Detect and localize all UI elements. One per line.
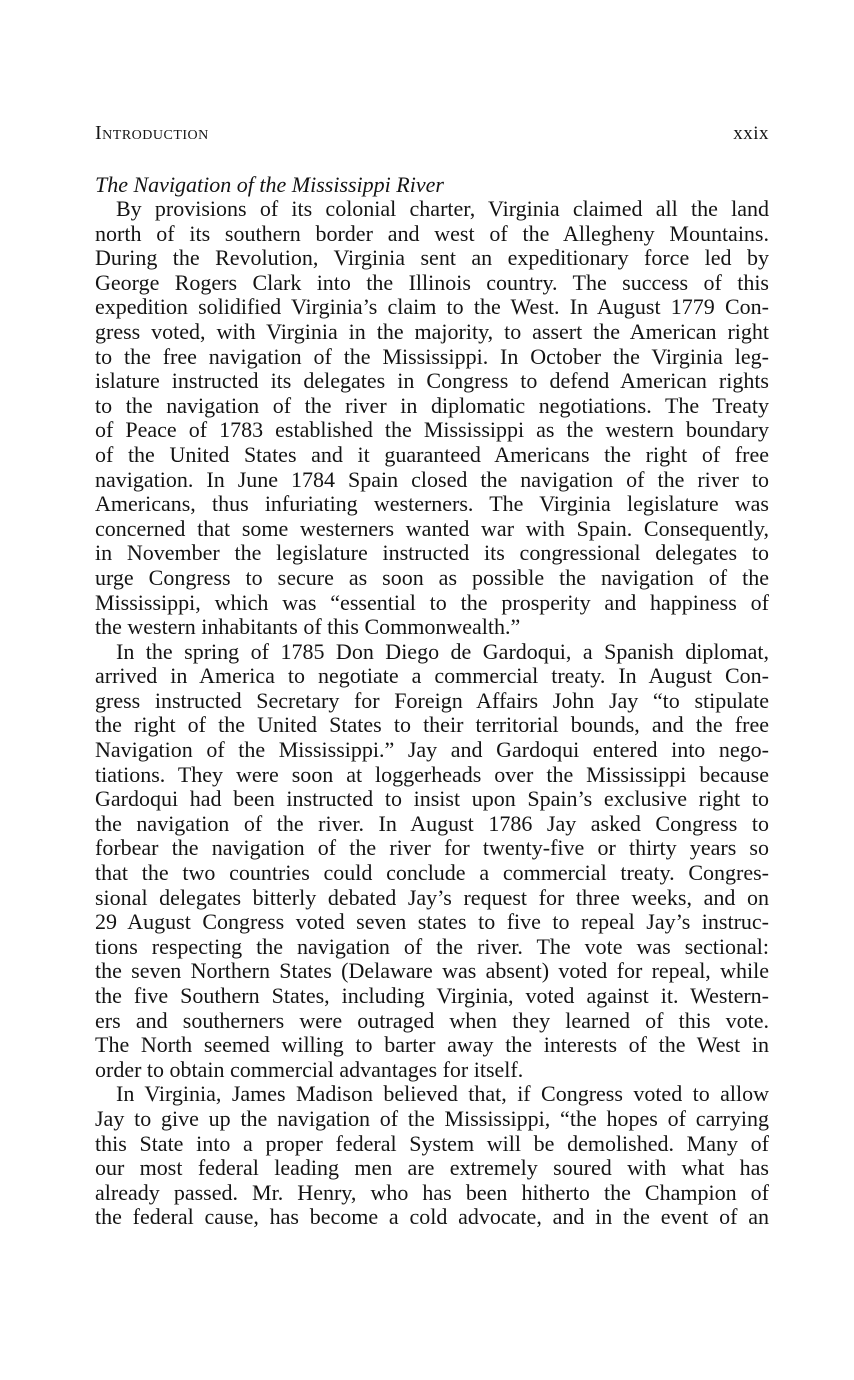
text-line: tions respecting the navigation of the river. The vote was sectional: — [95, 934, 769, 959]
text-line: north of its southern border and west of the Allegheny Mountains. — [95, 221, 769, 246]
text-line: gress voted, with Virginia in the majority, to assert the American right — [95, 319, 769, 344]
section-heading: The Navigation of the Mississippi River — [95, 172, 444, 197]
text-line: 29 August Congress voted seven states to five to repeal Jay’s instruc- — [95, 910, 769, 935]
text-line: of Peace of 1783 established the Mississippi as the western boundary — [95, 418, 769, 443]
body-text — [95, 172, 769, 1230]
text-line: arrived in America to negotiate a commercial treaty. In August Con- — [95, 664, 769, 689]
paragraph — [95, 640, 769, 1083]
text-line: of the United States and it guaranteed Americans the right of free — [95, 442, 769, 467]
text-line: Navigation of the Mississippi.” Jay and Gardoqui entered into nego- — [95, 738, 769, 763]
text-line: By provisions of its colonial charter, Virginia claimed all the land — [116, 197, 769, 221]
text-line: Jay to give up the navigation of the Mississippi, “the hopes of carrying — [95, 1106, 769, 1131]
text-line: islature instructed its delegates in Congress to defend American rights — [95, 369, 769, 394]
text-line: In the spring of 1785 Don Diego de Gardoqui, a Spanish diplomat, — [116, 639, 769, 664]
page-number: xxix — [733, 123, 769, 144]
paragraph — [95, 197, 769, 640]
text-line: order to obtain commercial advantages for itself. — [95, 1057, 524, 1082]
text-line: the right of the United States to their territorial bounds, and the free — [95, 713, 769, 738]
text-line: urge Congress to secure as soon as possible the navigation of the — [95, 565, 769, 590]
text-line: the five Southern States, including Virginia, voted against it. Western- — [95, 984, 769, 1008]
text-line: the western inhabitants of this Commonwealth.” — [95, 615, 521, 640]
text-line: In Virginia, James Madison believed that, if Congress voted to allow — [116, 1082, 769, 1107]
text-line: During the Revolution, Virginia sent an expeditionary force led by — [95, 246, 769, 271]
text-line: Mississippi, which was “essential to the prosperity and happiness of — [95, 590, 769, 615]
text-line: forbear the navigation of the river for twenty-five or thirty years so — [95, 836, 769, 861]
text-line: ers and southerners were outraged when they learned of this vote. — [95, 1008, 769, 1033]
text-line: The North seemed willing to barter away the interests of the West in — [95, 1033, 769, 1058]
text-line: Gardoqui had been instructed to insist upon Spain’s exclusive right to — [95, 787, 769, 812]
text-line: that the two countries could conclude a commercial treaty. Congres- — [95, 861, 769, 886]
running-head — [95, 122, 769, 145]
text-line: navigation. In June 1784 Spain closed the navigation of the river to — [95, 467, 769, 492]
text-line: tiations. They were soon at loggerheads over the Mississippi because — [95, 762, 769, 787]
text-line: George Rogers Clark into the Illinois country. The success of this — [95, 270, 769, 295]
text-line: the navigation of the river. In August 1786 Jay asked Congress to — [95, 811, 769, 836]
paragraph — [95, 1082, 769, 1230]
text-line: our most federal leading men are extremely soured with what has — [95, 1156, 769, 1181]
text-line: to the free navigation of the Mississippi. In October the Virginia leg- — [95, 344, 769, 369]
paragraphs — [95, 197, 769, 1230]
text-line: Americans, thus infuriating westerners. The Virginia legislature was — [95, 492, 769, 517]
text-line: the federal cause, has become a cold advocate, and in the event of an — [95, 1205, 769, 1230]
text-line: expedition solidified Virginia’s claim to the West. In August 1779 Con- — [95, 295, 769, 320]
text-line: the seven Northern States (Delaware was absent) voted for repeal, while — [95, 959, 769, 984]
text-line: this State into a proper federal System will be demolished. Many of — [95, 1131, 769, 1156]
text-line: to the navigation of the river in diplomatic negotiations. The Treaty — [95, 393, 769, 418]
text-line: gress instructed Secretary for Foreign Affairs John Jay “to stipulate — [95, 688, 769, 713]
text-line: already passed. Mr. Henry, who has been hitherto the Champion of — [95, 1180, 769, 1205]
text-line: in November the legislature instructed its congressional delegates to — [95, 541, 769, 566]
text-line: concerned that some westerners wanted war with Spain. Consequently, — [95, 516, 769, 541]
running-head-title: Introduction — [95, 122, 209, 144]
text-line: sional delegates bitterly debated Jay’s request for three weeks, and on — [95, 885, 769, 910]
